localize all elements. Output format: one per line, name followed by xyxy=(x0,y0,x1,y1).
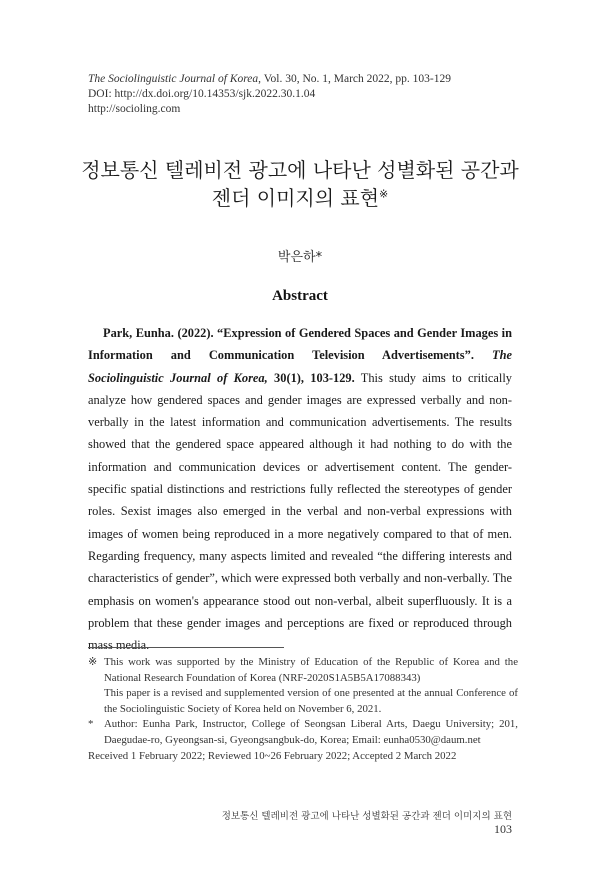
title-line-1: 정보통신 텔레비전 광고에 나타난 성별화된 공간과 xyxy=(81,158,519,183)
abstract-heading: Abstract xyxy=(272,288,328,304)
author-mark: * xyxy=(88,718,94,731)
paper-title xyxy=(60,156,540,212)
journal-header xyxy=(88,72,528,117)
journal-title: The Sociolinguistic Journal of Korea xyxy=(88,73,259,85)
footnotes xyxy=(88,655,518,764)
running-title: 정보통신 텔레비전 광고에 나타난 성별화된 공간과 젠더 이미지의 표현 xyxy=(221,811,512,822)
funding-note xyxy=(88,655,518,717)
received-dates: Received 1 February 2022; Reviewed 10~26 February 2022; Accepted 2 March 2022 xyxy=(88,749,457,762)
abstract-body xyxy=(88,322,512,656)
author-info-text: Author: Eunha Park, Instructor, College of Seongsan Liberal Arts, Daegu University; 201, Daegudae-ro, Gyeongsan-si, Gyeongsangbuk-do, Korea; Email: eunha0530@daum.net xyxy=(104,718,518,746)
abstract-journal-name: The Sociolinguistic Journal of Korea, xyxy=(88,348,512,385)
abstract-citation: Park, Eunha. (2022). “Expression of Gendered Spaces and Gender Images in Information and Communication Television Advertisements”. xyxy=(88,326,512,363)
revision-text: This paper is a revised and supplemented version of one presented at the annual Conference of the Sociolinguistic Society of Korea held on November 6, 2021. xyxy=(104,687,518,715)
page-number: 103 xyxy=(494,822,512,836)
funding-mark: ※ xyxy=(88,656,98,668)
journal-url[interactable]: http://socioling.com xyxy=(88,103,181,115)
funding-text: This work was supported by the Ministry of Education of the Republic of Korea and the National Research Foundation of Korea (NRF-2020S1A5B5A17088343) xyxy=(104,656,518,684)
title-footnote-mark: ※ xyxy=(379,187,389,201)
volume-info: , Vol. 30, No. 1, March 2022, pp. 103-129 xyxy=(258,73,451,85)
title-line-2: 젠더 이미지의 표현 xyxy=(211,186,380,211)
author-name: 박은하* xyxy=(277,250,323,265)
doi-link[interactable]: DOI: http://dx.doi.org/10.14353/sjk.2022.30.1.04 xyxy=(88,88,316,100)
page-footer xyxy=(200,808,512,837)
footnote-divider xyxy=(88,647,284,648)
abstract-volume: 30(1), 103-129. xyxy=(274,370,355,385)
journal-citation xyxy=(88,72,528,87)
author-note xyxy=(88,717,518,748)
abstract-text: This study aims to critically analyze how gendered spaces and gender images are expressed verbally and non-verbally in the latest information and communication advertisements. The results showed that the gendered space appeared although it had nothing to do with the information and communication devices or advertisement content. The gender-specific spatial distinctions and restrictions fully reflected the stereotypes of gender roles. Sexist images also emerged in the verbal and non-verbal expressions with images of women being reproduced in a more negatively compared to that of men. Regarding frequency, many aspects limited and revealed “the differing interests and characteristics of gender”, which were expressed both verbally and non-verbally. The emphasis on women's appearance stood out non-verbal, albeit superfluously. It is a problem that these gender images and perceptions are fixed or reproduced through mass media. xyxy=(88,370,513,653)
